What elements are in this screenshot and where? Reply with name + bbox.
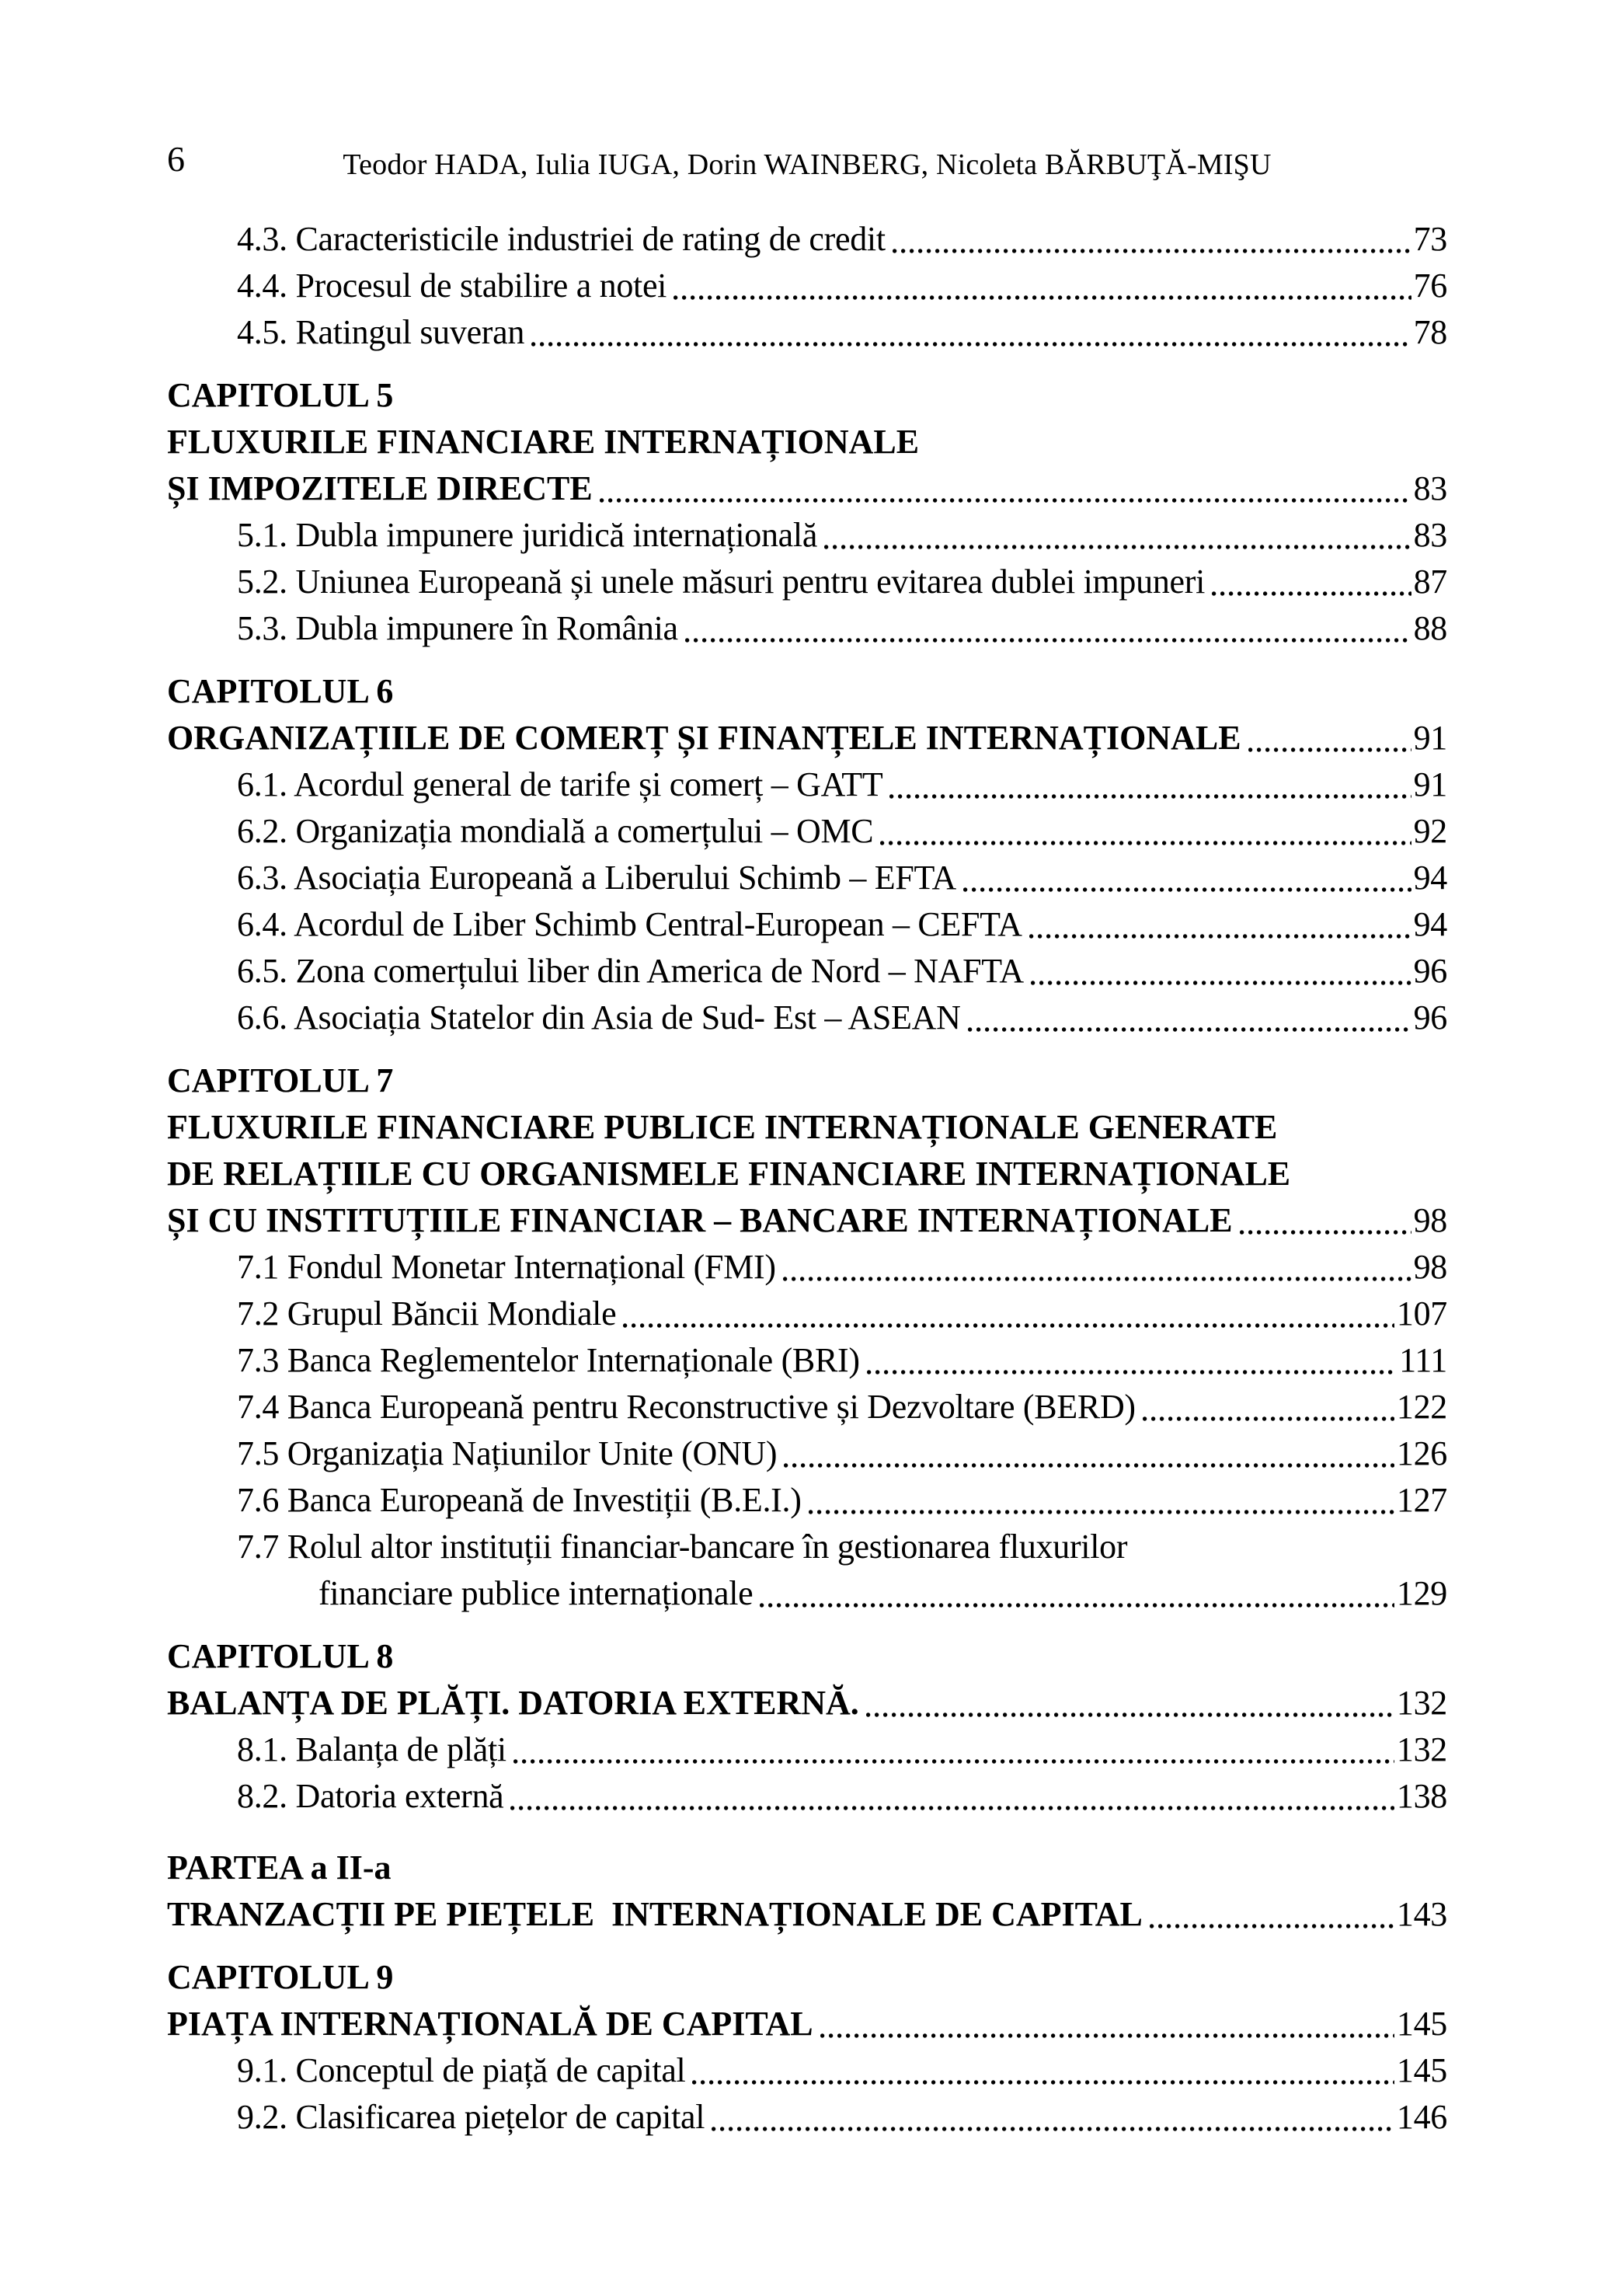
toc-entry-text: ȘI CU INSTITUȚIILE FINANCIAR – BANCARE INTERNAȚIONALE xyxy=(167,1201,1233,1239)
toc-page-number: 91 xyxy=(1413,765,1447,803)
dot-leader xyxy=(673,294,1411,301)
toc-page-number: 127 xyxy=(1396,1481,1447,1519)
dot-leader xyxy=(820,2033,1394,2039)
toc-entry xyxy=(167,1244,1447,1291)
toc-entry-text: 7.6 Banca Europeană de Investiții (B.E.I.) xyxy=(237,1481,802,1519)
toc-page-number: 96 xyxy=(1413,998,1447,1037)
toc-entry xyxy=(167,1337,1447,1384)
toc-entry xyxy=(167,1384,1447,1430)
dot-leader xyxy=(1143,1416,1394,1422)
dot-leader xyxy=(783,1276,1411,1282)
toc-entry-text: financiare publice internaționale xyxy=(318,1574,754,1612)
toc-page-number: 132 xyxy=(1396,1730,1447,1768)
toc-entry-text: 6.2. Organizația mondială a comerțului – OMC xyxy=(237,812,874,850)
toc-entry xyxy=(167,1291,1447,1337)
toc-entry xyxy=(167,948,1447,995)
toc-page-number: 107 xyxy=(1396,1294,1447,1333)
toc-entry xyxy=(167,1680,1447,1726)
toc-entry xyxy=(167,1954,1447,2001)
toc-entry-text: 5.2. Uniunea Europeană și unele măsuri pentru evitarea dublei impuneri xyxy=(237,563,1206,601)
toc-entry-text: 8.2. Datoria externă xyxy=(237,1777,504,1815)
dot-leader xyxy=(510,1805,1394,1811)
toc-entry xyxy=(167,715,1447,761)
toc-page-number: 122 xyxy=(1396,1388,1447,1426)
toc-page-number: 91 xyxy=(1413,719,1447,757)
toc-entry xyxy=(167,1726,1447,1773)
toc-entry xyxy=(167,1430,1447,1477)
toc-entry xyxy=(167,808,1447,855)
toc-entry-text: CAPITOLUL 9 xyxy=(167,1958,394,1996)
dot-leader xyxy=(893,248,1411,254)
toc-entry-text: 4.3. Caracteristicile industriei de rating de credit xyxy=(237,220,886,258)
toc-entry-text: 6.6. Asociația Statelor din Asia de Sud- Est – ASEAN xyxy=(237,998,961,1037)
page-number: 6 xyxy=(167,139,185,179)
dot-leader xyxy=(513,1758,1394,1765)
dot-leader xyxy=(1031,980,1411,986)
toc-entry xyxy=(167,2047,1447,2094)
toc-page-number: 83 xyxy=(1413,469,1447,507)
toc-entry-text: 9.2. Clasificarea piețelor de capital xyxy=(237,2098,705,2136)
toc-entry-text: BALANȚA DE PLĂȚI. DATORIA EXTERNĂ. xyxy=(167,1684,859,1722)
toc-entry xyxy=(167,263,1447,309)
toc-page-number: 98 xyxy=(1413,1248,1447,1286)
toc-entry xyxy=(167,419,1447,465)
dot-leader xyxy=(712,2126,1394,2132)
dot-leader xyxy=(1150,1923,1394,1929)
toc-page-number: 94 xyxy=(1413,859,1447,897)
toc-entry-text: CAPITOLUL 6 xyxy=(167,672,394,710)
toc-entry xyxy=(167,668,1447,715)
toc-entry-text: 4.4. Procesul de stabilire a notei xyxy=(237,267,667,305)
toc-entry xyxy=(167,1773,1447,1820)
dot-leader xyxy=(968,1026,1411,1033)
toc-entry-text: 4.5. Ratingul suveran xyxy=(237,313,525,351)
toc-entry xyxy=(167,309,1447,356)
dot-leader xyxy=(1212,591,1411,597)
toc-entry-text: TRANZACȚII PE PIEȚELE INTERNAȚIONALE DE CAPITAL xyxy=(167,1895,1143,1933)
toc-entry xyxy=(167,1891,1447,1938)
toc-entry xyxy=(167,465,1447,512)
toc xyxy=(167,216,1447,2141)
toc-page-number: 87 xyxy=(1413,563,1447,601)
toc-entry-text: 6.5. Zona comerțului liber din America de Nord – NAFTA xyxy=(237,952,1024,990)
toc-page-number: 126 xyxy=(1396,1434,1447,1472)
dot-leader xyxy=(867,1369,1397,1375)
toc-entry-text: PARTEA a II-a xyxy=(167,1848,392,1887)
dot-leader xyxy=(760,1602,1394,1608)
toc-entry xyxy=(167,1845,1447,1891)
toc-entry-text: CAPITOLUL 5 xyxy=(167,376,394,414)
toc-entry-text: 7.7 Rolul altor instituții financiar-bancare în gestionarea fluxurilor xyxy=(237,1528,1128,1566)
toc-entry xyxy=(167,1477,1447,1524)
toc-entry-text: DE RELAȚIILE CU ORGANISMELE FINANCIARE INTERNAȚIONALE xyxy=(167,1155,1291,1193)
toc-entry-text: CAPITOLUL 7 xyxy=(167,1061,394,1099)
toc-entry-text: ȘI IMPOZITELE DIRECTE xyxy=(167,469,593,507)
toc-page-number: 73 xyxy=(1413,220,1447,258)
toc-page-number: 138 xyxy=(1396,1777,1447,1815)
toc-entry xyxy=(167,512,1447,559)
toc-page-number: 129 xyxy=(1396,1574,1447,1612)
toc-entry-text: 5.1. Dubla impunere juridică internațională xyxy=(237,516,818,554)
dot-leader xyxy=(1248,747,1411,753)
toc-page-number: 145 xyxy=(1396,2005,1447,2043)
dot-leader xyxy=(1029,933,1411,939)
toc-entry xyxy=(167,1633,1447,1680)
dot-leader xyxy=(685,637,1411,643)
toc-entry xyxy=(167,2001,1447,2047)
dot-leader xyxy=(889,793,1411,800)
toc-entry-text: CAPITOLUL 8 xyxy=(167,1637,394,1675)
toc-page-number: 88 xyxy=(1413,609,1447,647)
toc-page-number: 96 xyxy=(1413,952,1447,990)
toc-entry xyxy=(167,1104,1447,1151)
toc-entry xyxy=(167,1057,1447,1104)
running-header: Teodor HADA, Iulia IUGA, Dorin WAINBERG, Nicoleta BĂRBUŢĂ-MIŞU xyxy=(343,148,1272,181)
toc-entry-text: 6.4. Acordul de Liber Schimb Central-European – CEFTA xyxy=(237,905,1022,943)
toc-page-number: 76 xyxy=(1413,267,1447,305)
toc-page-number: 92 xyxy=(1413,812,1447,850)
toc-entry xyxy=(167,559,1447,605)
toc-entry-text: 6.1. Acordul general de tarife și comerț – GATT xyxy=(237,765,883,803)
toc-entry-text: 5.3. Dubla impunere în România xyxy=(237,609,678,647)
dot-leader xyxy=(880,840,1411,846)
dot-leader xyxy=(1240,1229,1411,1235)
toc-entry-text: 7.3 Banca Reglementelor Internaționale (BRI) xyxy=(237,1341,860,1379)
dot-leader xyxy=(531,341,1411,347)
toc-entry-text: FLUXURILE FINANCIARE PUBLICE INTERNAȚIONALE GENERATE xyxy=(167,1108,1278,1146)
toc-entry xyxy=(167,1524,1447,1570)
toc-entry-text: 7.5 Organizația Națiunilor Unite (ONU) xyxy=(237,1434,778,1472)
dot-leader xyxy=(866,1712,1394,1718)
dot-leader xyxy=(692,2079,1394,2085)
dot-leader xyxy=(600,497,1411,503)
dot-leader xyxy=(824,544,1411,550)
toc-entry xyxy=(167,216,1447,263)
toc-entry-text: FLUXURILE FINANCIARE INTERNAȚIONALE xyxy=(167,423,920,461)
toc-entry xyxy=(167,855,1447,901)
toc-page-number: 94 xyxy=(1413,905,1447,943)
toc-entry xyxy=(167,901,1447,948)
dot-leader xyxy=(809,1509,1394,1515)
toc-entry-text: PIAȚA INTERNAȚIONALĂ DE CAPITAL xyxy=(167,2005,813,2043)
toc-entry xyxy=(167,1197,1447,1244)
toc-page-number: 83 xyxy=(1413,516,1447,554)
toc-entry xyxy=(167,605,1447,652)
dot-leader xyxy=(784,1462,1394,1469)
toc-entry xyxy=(167,372,1447,419)
toc-entry xyxy=(167,1151,1447,1197)
toc-entry-text: 9.1. Conceptul de piață de capital xyxy=(237,2051,686,2089)
toc-entry xyxy=(167,995,1447,1041)
toc-entry-text: 7.2 Grupul Băncii Mondiale xyxy=(237,1294,617,1333)
toc-page-number: 132 xyxy=(1396,1684,1447,1722)
toc-entry xyxy=(167,1570,1447,1617)
toc-page-number: 145 xyxy=(1396,2051,1447,2089)
toc-page-number: 143 xyxy=(1396,1895,1447,1933)
dot-leader xyxy=(963,887,1411,893)
toc-entry xyxy=(167,761,1447,808)
toc-page-number: 111 xyxy=(1399,1341,1447,1379)
toc-page-number: 98 xyxy=(1413,1201,1447,1239)
toc-entry-text: 7.4 Banca Europeană pentru Reconstructive și Dezvoltare (BERD) xyxy=(237,1388,1136,1426)
dot-leader xyxy=(623,1322,1394,1329)
toc-entry-text: 6.3. Asociația Europeană a Liberului Schimb – EFTA xyxy=(237,859,957,897)
toc-entry xyxy=(167,2094,1447,2141)
toc-entry-text: 8.1. Balanța de plăți xyxy=(237,1730,506,1768)
toc-page-number: 146 xyxy=(1396,2098,1447,2136)
toc-entry-text: ORGANIZAȚIILE DE COMERȚ ȘI FINANȚELE INTERNAȚIONALE xyxy=(167,719,1241,757)
toc-page-number: 78 xyxy=(1413,313,1447,351)
toc-entry-text: 7.1 Fondul Monetar Internațional (FMI) xyxy=(237,1248,776,1286)
running-header-row xyxy=(167,139,1447,183)
